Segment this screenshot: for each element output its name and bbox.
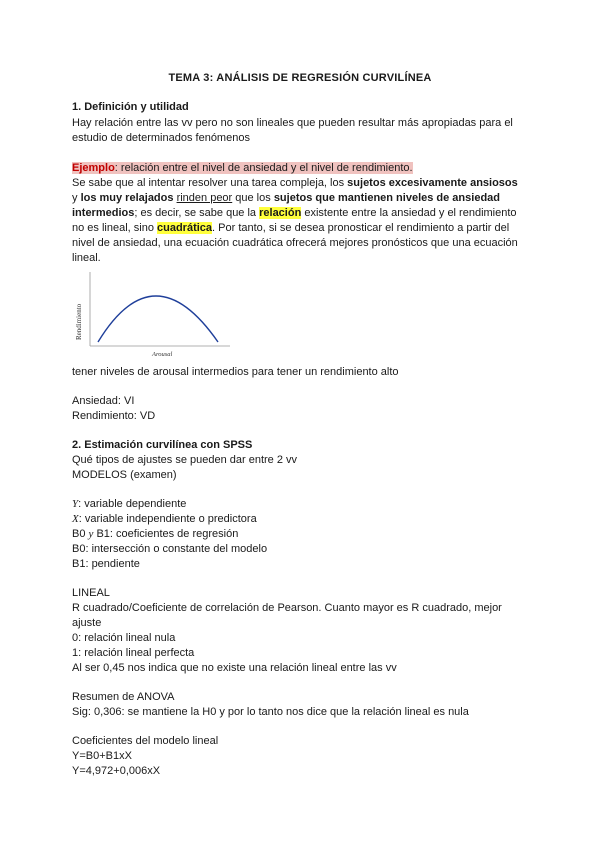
x-axis-label: Arousal [152, 351, 173, 358]
highlighted-run: cuadrática [157, 222, 213, 234]
document-title: TEMA 3: ANÁLISIS DE REGRESIÓN CURVILÍNEA [168, 72, 432, 84]
text-run: Se sabe que al intentar resolver una tarea compleja, los [72, 177, 348, 189]
s1-text-line-1: Hay relación entre las vv pero no son lineales que pueden resultar más apropiadas para el [72, 117, 513, 129]
coef-line-2: Y=4,972+0,006xX [72, 765, 161, 777]
text-run: no es lineal, sino [72, 222, 157, 234]
example-para-line-1 [72, 176, 518, 191]
x-definition [72, 512, 257, 527]
example-para-line-3 [72, 206, 517, 221]
text-run: que los [232, 192, 274, 204]
bold-run: sujetos excesivamente ansiosos [347, 177, 518, 189]
s2-line-1: Qué tipos de ajustes se pueden dar entre 2 vv [72, 454, 298, 466]
text-run: y [72, 192, 81, 204]
figure-caption: tener niveles de arousal intermedios para tener un rendimiento alto [72, 366, 399, 378]
y-symbol: Y [72, 498, 79, 510]
text-run: B1: coeficientes de regresión [93, 528, 239, 540]
coef-line-1: Y=B0+B1xX [72, 750, 132, 762]
lineal-line-5: Al ser 0,45 nos indica que no existe una relación lineal entre las vv [72, 662, 397, 674]
text-run: existente entre la ansiedad y el rendimiento [301, 207, 517, 219]
example-label: Ejemplo [72, 162, 115, 174]
arousal-performance-figure [72, 270, 232, 360]
example-colon: : [114, 162, 118, 174]
example-para-line-2 [72, 191, 500, 206]
text-run: : variable independiente o predictora [78, 513, 257, 525]
section-1-heading: 1. Definición y utilidad [72, 101, 189, 113]
example-para-line-4 [72, 221, 509, 236]
s1-text-line-2: estudio de determinados fenómenos [72, 132, 250, 144]
text-run: : variable dependiente [78, 498, 187, 510]
lineal-line-3: 0: relación lineal nula [72, 632, 176, 644]
text-run: B0 [72, 528, 89, 540]
b1-definition: B1: pendiente [72, 558, 140, 570]
y-axis-label: Rendimiento [75, 303, 83, 340]
example-text: relación entre el nivel de ansiedad y el nivel de rendimiento. [117, 162, 413, 174]
example-para-line-6: lineal. [72, 252, 101, 264]
section-2-heading: 2. Estimación curvilínea con SPSS [72, 439, 253, 451]
example-para-line-5: nivel de ansiedad, una ecuación cuadrática ofrecerá mejores pronósticos que una ecuación [72, 237, 518, 249]
s2-line-2: MODELOS (examen) [72, 469, 177, 481]
lineal-line-2: ajuste [72, 617, 102, 629]
y-definition [72, 497, 186, 512]
text-run: ; es decir, se sabe que la [134, 207, 260, 219]
b0-definition: B0: intersección o constante del modelo [72, 543, 268, 555]
highlighted-run: relación [259, 207, 302, 219]
inverted-u-curve [98, 296, 218, 342]
underlined-run: rinden peor [176, 192, 233, 204]
example-line [72, 161, 413, 176]
text-run: . Por tanto, si se desea pronosticar el rendimiento a partir del [212, 222, 510, 234]
var-vi: Ansiedad: VI [72, 395, 135, 407]
bold-run: los muy relajados [80, 192, 174, 204]
x-symbol: X [72, 513, 79, 525]
italic-run: y [88, 528, 94, 540]
anova-heading: Resumen de ANOVA [72, 691, 175, 703]
bold-run: intermedios [72, 207, 135, 219]
var-vd: Rendimiento: VD [72, 410, 156, 422]
bold-run: sujetos que mantienen niveles de ansiedad [273, 192, 500, 204]
coef-heading: Coeficientes del modelo lineal [72, 735, 219, 747]
b0-b1-definition [72, 527, 238, 542]
lineal-heading: LINEAL [72, 587, 110, 599]
lineal-line-4: 1: relación lineal perfecta [72, 647, 195, 659]
anova-line-1: Sig: 0,306: se mantiene la H0 y por lo tanto nos dice que la relación lineal es nula [72, 706, 469, 718]
lineal-line-1: R cuadrado/Coeficiente de correlación de Pearson. Cuanto mayor es R cuadrado, mejor [72, 602, 502, 614]
